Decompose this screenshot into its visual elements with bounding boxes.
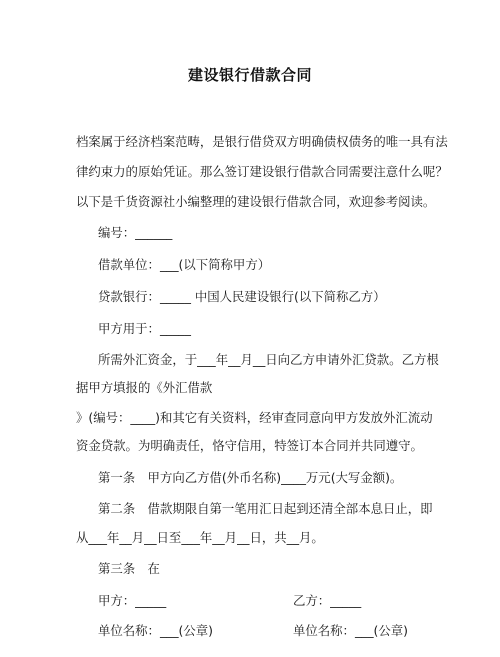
article-2: 第二条 借款期限自第一笔用汇日起到还清全部本息日止，即 xyxy=(98,501,433,516)
party-b-unit-name: 单位名称：___(公章) xyxy=(293,623,408,638)
intro-line-2: 律约束力的原始凭证。那么签订建设银行借款合同需要注意什么呢？ xyxy=(76,164,448,179)
lender-field: 贷款银行：_____ 中国人民建设银行(以下简称乙方） xyxy=(98,289,386,304)
body-line-2: 据甲方填报的《外汇借款 xyxy=(76,380,213,395)
body-line-1: 所需外汇资金，于___年__月__日向乙方申请外汇贷款。乙方根 xyxy=(98,352,439,367)
contract-number-field: 编号：______ xyxy=(98,225,173,240)
body-line-4: 资金贷款。为明确责任，恪守信用，特签订本合同并共同遵守。 xyxy=(76,438,423,453)
article-2-continued: 从___年__月__日至___年__月__日，共__月。 xyxy=(76,530,324,545)
intro-line-3: 以下是千货资源社小编整理的建设银行借款合同，欢迎参考阅读。 xyxy=(76,194,436,209)
intro-line-1: 档案属于经济档案范畴，是银行借贷双方明确债权债务的唯一具有法 xyxy=(76,134,448,149)
document-title: 建设银行借款合同 xyxy=(187,66,312,84)
party-a-signature: 甲方：_____ xyxy=(98,593,167,608)
borrower-field: 借款单位：___(以下简称甲方） xyxy=(98,257,271,272)
party-b-signature: 乙方：_____ xyxy=(293,593,362,608)
purpose-field: 甲方用于：_____ xyxy=(98,321,191,336)
article-1: 第一条 甲方向乙方借(外币名称)____万元(大写金额)。 xyxy=(98,470,403,485)
article-3: 第三条 在 xyxy=(98,561,160,576)
party-a-unit-name: 单位名称：___(公章) xyxy=(98,623,213,638)
body-line-3: 》(编号：____)和其它有关资料，经审查同意向甲方发放外汇流动 xyxy=(76,410,433,425)
